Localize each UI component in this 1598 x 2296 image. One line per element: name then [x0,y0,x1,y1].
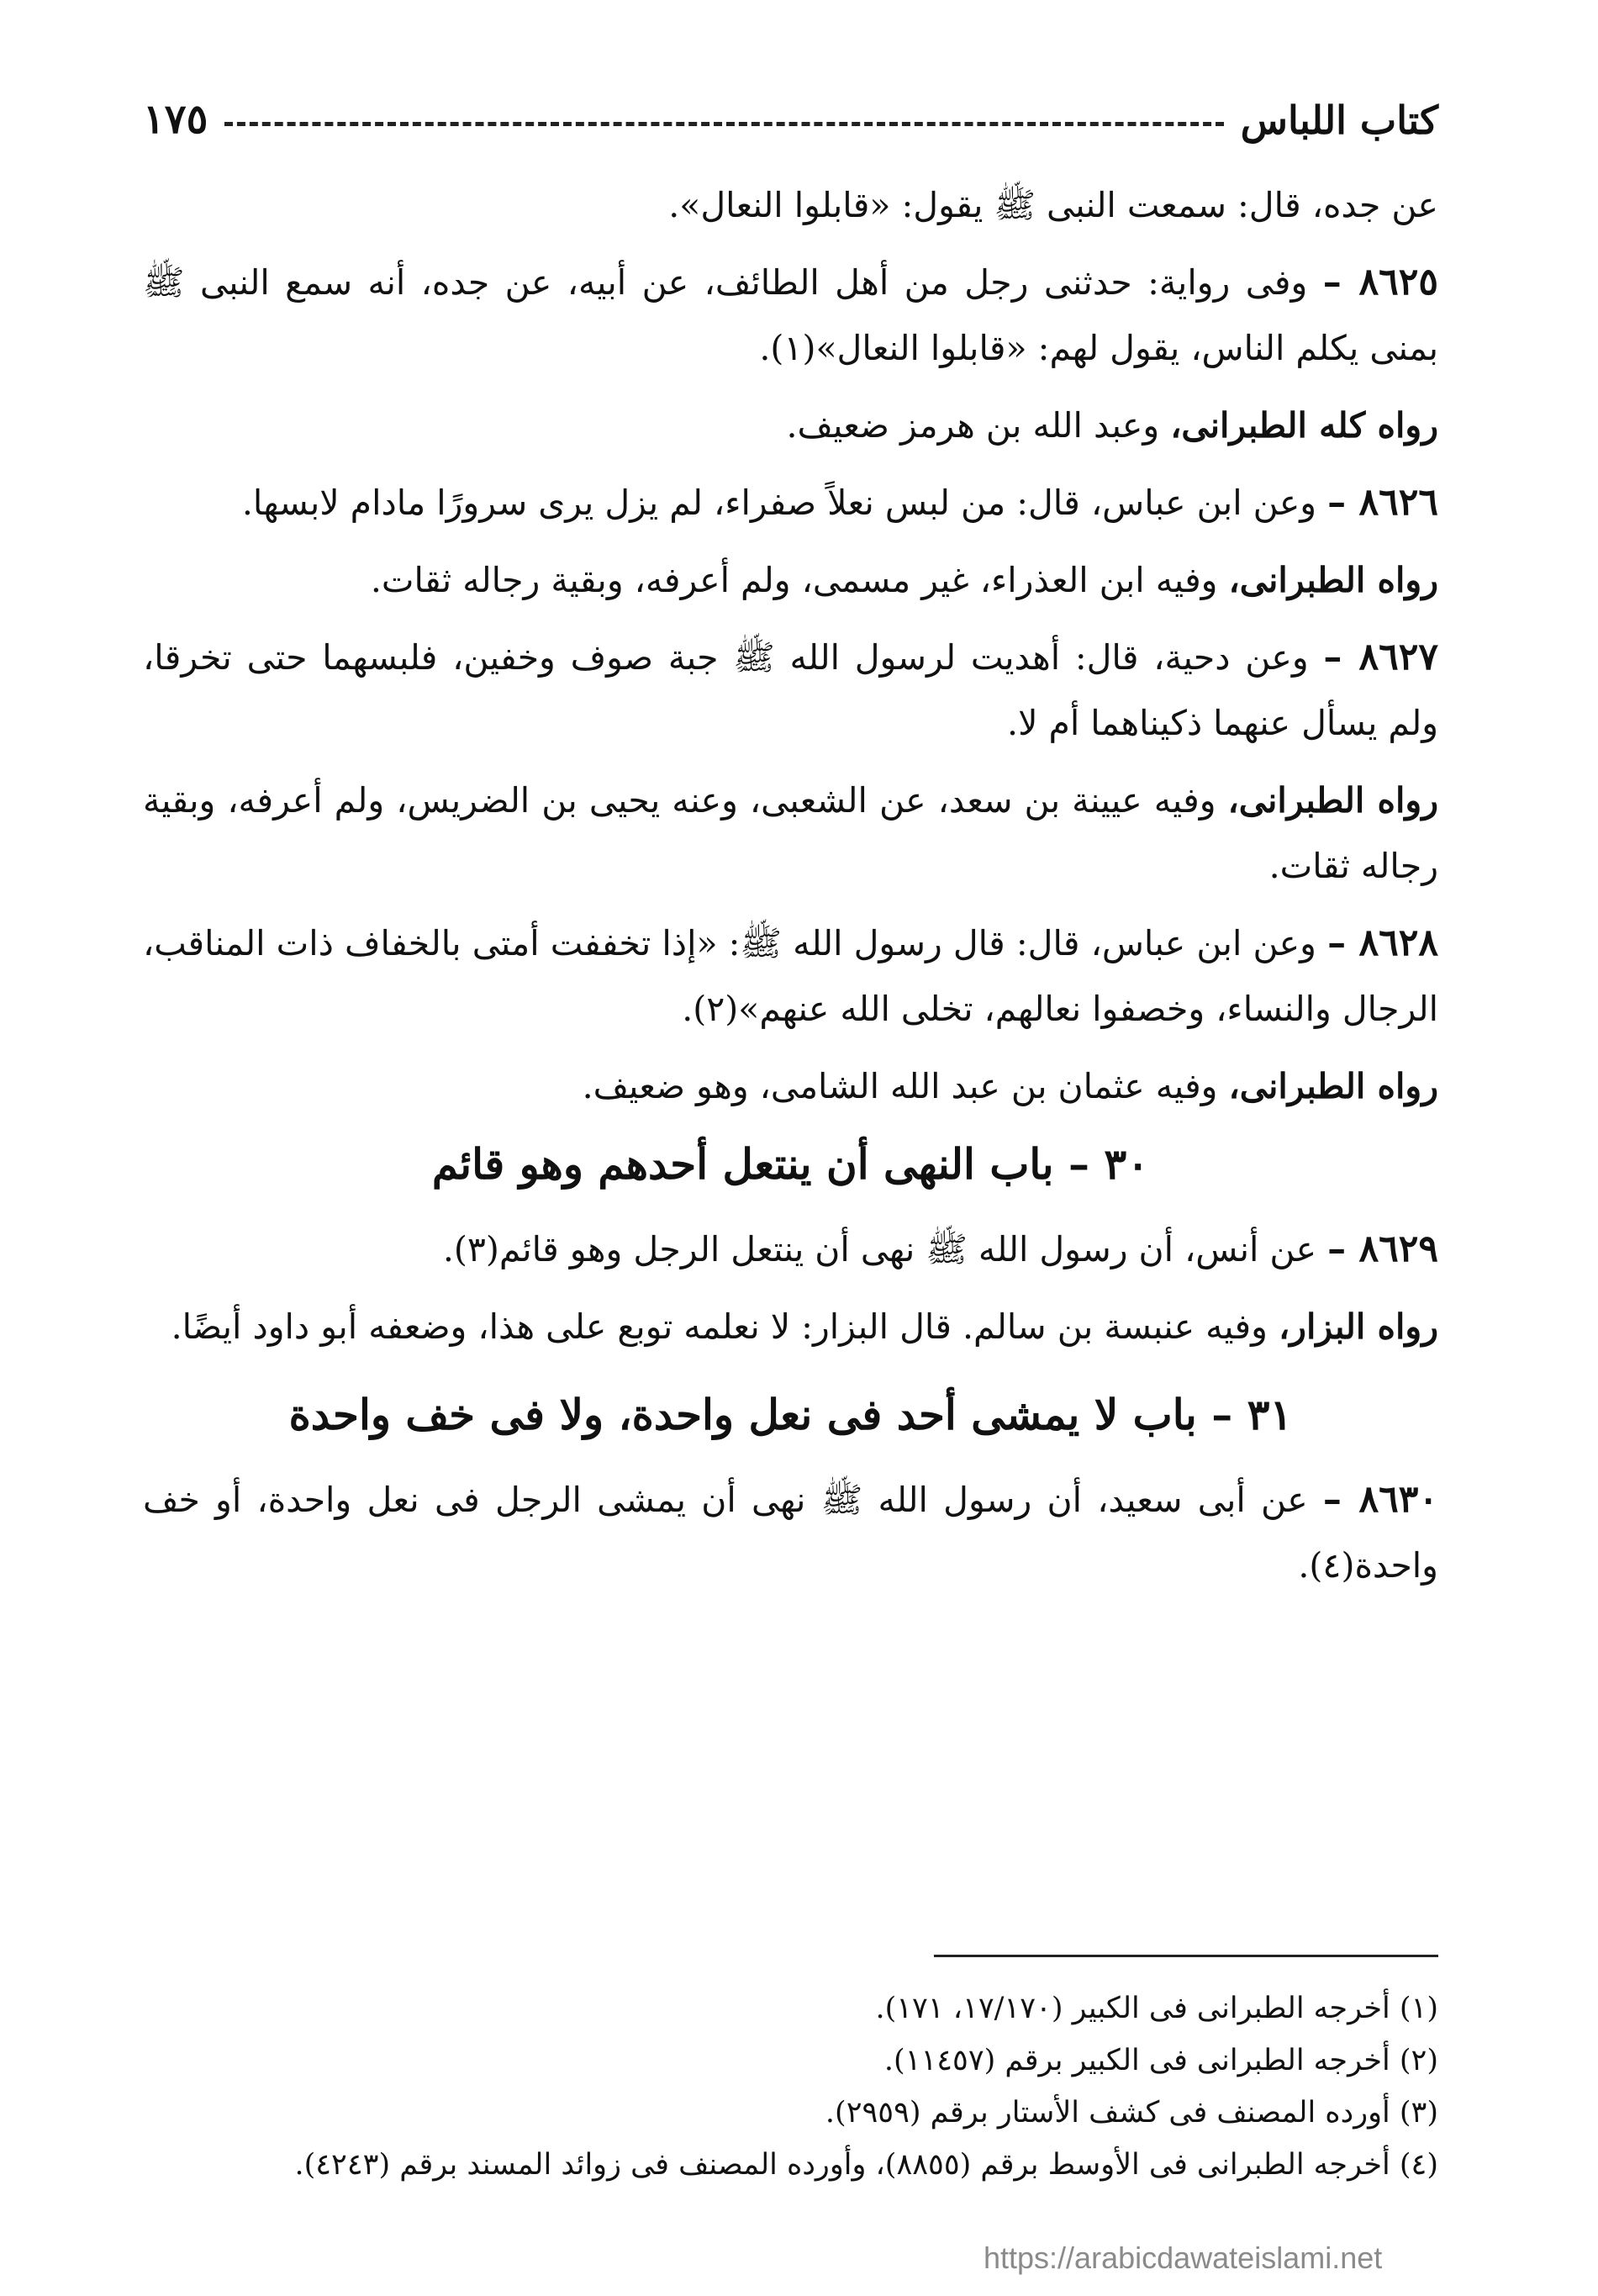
footnote: (١) أخرجه الطبرانى فى الكبير (١٧/١٧٠، ١٧١). [875,1992,1438,2025]
source-text: وفيه عثمان بن عبد الله الشامى، وهو ضعيف. [582,1066,1218,1106]
source-lead: رواه كله الطبرانى، [1170,405,1438,446]
paragraph-text: وعن دحية، قال: أهديت لرسول الله ﷺ جبة صوف وخفين، فلبسهما حتى تخرقا، ولم يسأل عنهما ذكيناهما أم لا. [143,637,1438,743]
source-note [143,393,1438,458]
footnote-divider [934,1955,1438,1957]
watermark-url: https://arabicdawateislami.net [984,2241,1383,2275]
chapter-heading-30: ٣٠ – باب النهى أن ينتعل أحدهم وهو قائم [431,1139,1150,1189]
footnote: (٢) أخرجه الطبرانى فى الكبير برقم (١١٤٥٧). [883,2044,1438,2077]
paragraph-text: عن أنس، أن رسول الله ﷺ نهى أن ينتعل الرجل وهو قائم(٣). [442,1229,1317,1269]
hadith-number: ٨٦٣٠ – [1322,1478,1438,1521]
hadith-paragraph [143,250,1438,381]
source-text: وفيه ابن العذراء، غير مسمى، ولم أعرفه، وبقية رجاله ثقات. [370,560,1218,600]
page-header [143,84,1438,143]
source-text: وفيه عنبسة بن سالم. قال البزار: لا نعلمه توبع على هذا، وضعفه أبو داود أيضًا. [171,1306,1268,1347]
footnotes-section [143,1955,1438,2191]
chapter-heading-31: ٣١ – باب لا يمشى أحد فى نعل واحدة، ولا فى خف واحدة [288,1390,1293,1439]
hadith-paragraph [143,910,1438,1042]
source-note [143,1053,1438,1119]
hadith-paragraph [143,625,1438,756]
hadith-paragraph [143,172,1438,238]
source-note [143,1294,1438,1359]
source-lead: رواه الطبرانى، [1228,560,1438,600]
source-note [143,768,1438,899]
source-text: وفيه عيينة بن سعد، عن الشعبى، وعنه يحيى بن الضريس، ولم أعرفه، وبقية رجاله ثقات. [143,780,1438,886]
source-lead: رواه الطبرانى، [1227,780,1438,821]
book-page [143,0,1438,2296]
hadith-number: ٨٦٢٨ – [1327,921,1438,964]
page-body [143,172,1438,1610]
hadith-number: ٨٦٢٥ – [1322,261,1438,303]
footnote: (٣) أورده المصنف فى كشف الأستار برقم (٢٩٥٩). [825,2096,1438,2130]
page-number: ١٧٥ [143,96,208,143]
paragraph-text: وعن ابن عباس، قال: قال رسول الله ﷺ: «إذا تخففت أمتى بالخفاف ذات المناقب، الرجال والنساء، وخصفوا نعالهم، تخلى الله عنهم»(٢). [143,923,1438,1029]
running-title: كتاب اللباس [1240,98,1438,143]
header-dashed-rule [224,122,1223,126]
hadith-number: ٨٦٢٦ – [1327,481,1438,524]
source-text: وعبد الله بن هرمز ضعيف. [786,405,1160,446]
hadith-number: ٨٦٢٩ – [1327,1227,1438,1270]
paragraph-text: عن أبى سعيد، أن رسول الله ﷺ نهى أن يمشى الرجل فى نعل واحدة، أو خف واحدة(٤). [143,1480,1438,1586]
hadith-number: ٨٦٢٧ – [1323,636,1438,678]
footnote: (٤) أخرجه الطبرانى فى الأوسط برقم (٨٨٥٥)، وأورده المصنف فى زوائد المسند برقم (٤٢٤٣). [294,2148,1438,2182]
paragraph-text: وفى رواية: حدثنى رجل من أهل الطائف، عن أبيه، عن جده، أنه سمع النبى ﷺ بمنى يكلم الناس، يقول لهم: «قابلوا النعال»(١). [143,262,1438,368]
source-lead: رواه الطبرانى، [1228,1066,1438,1106]
hadith-paragraph [143,1217,1438,1282]
hadith-paragraph [143,1467,1438,1598]
paragraph-text: وعن ابن عباس، قال: من لبس نعلاً صفراء، لم يزل يرى سرورًا مادام لابسها. [241,483,1317,523]
hadith-paragraph [143,470,1438,536]
source-lead: رواه البزار، [1278,1306,1438,1347]
source-note [143,547,1438,613]
paragraph-text: عن جده، قال: سمعت النبى ﷺ يقول: «قابلوا النعال». [668,185,1438,225]
